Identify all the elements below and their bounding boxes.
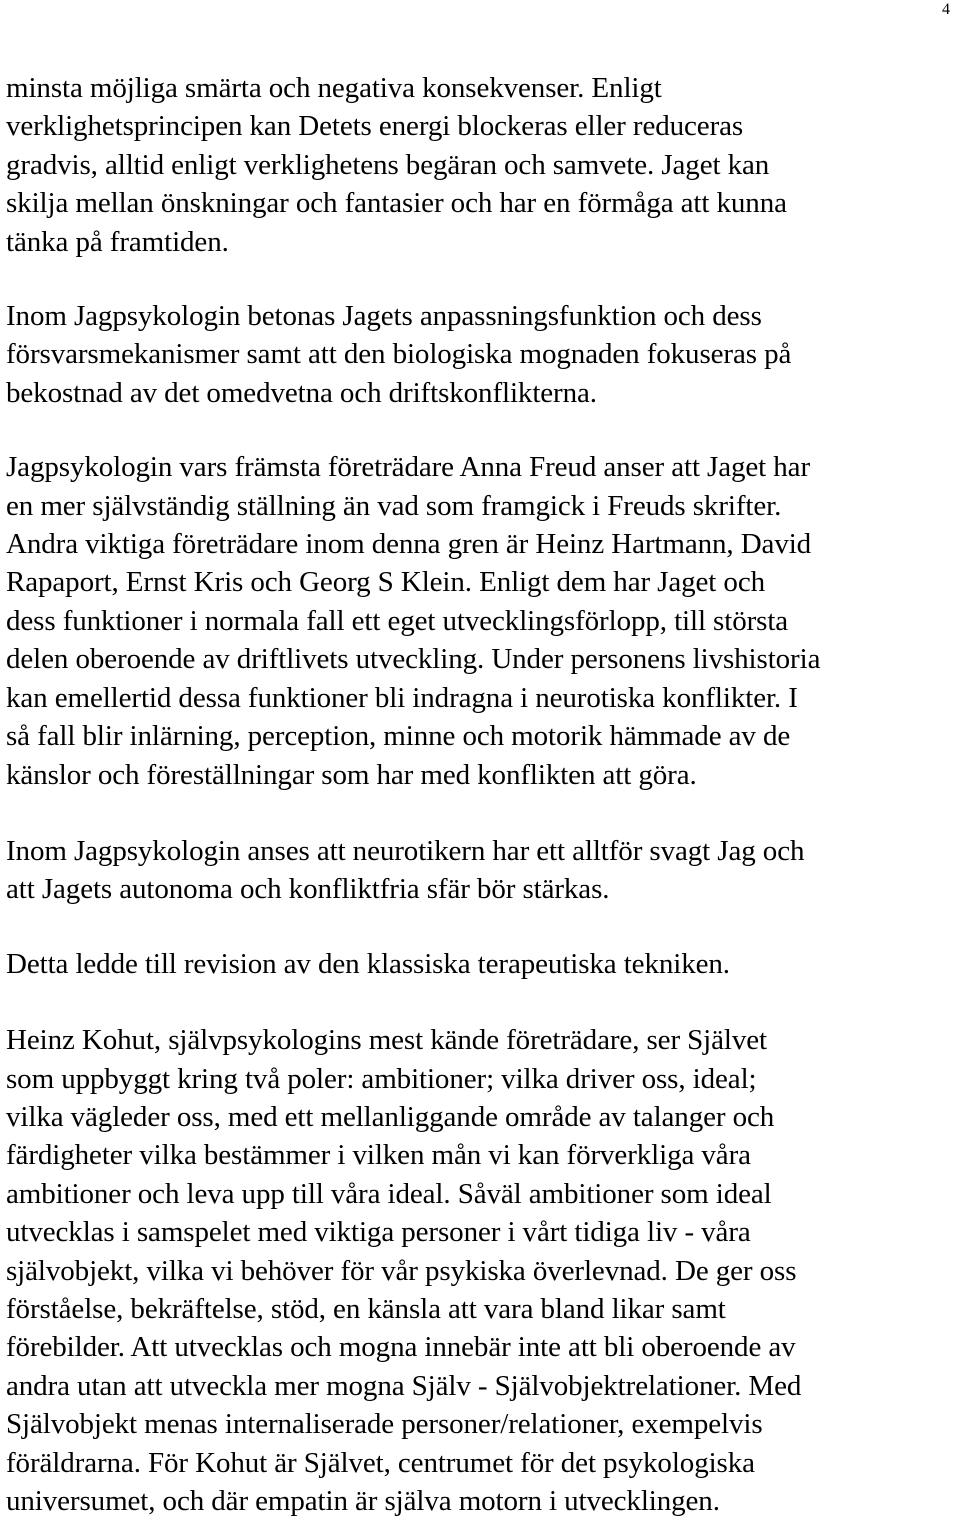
paragraph-anna-freud-representatives: Jagpsykologin vars främsta företrädare Anna Freud anser att Jaget har en mer självständig ställning än vad som framgick i Freuds skrifter. Andra viktiga företrädare inom denna gren är Heinz Hartmann, David Rapaport, Ernst Kris och Georg S Klein. Enligt dem har Jaget och dess funktioner i normala fall ett eget utvecklingsförlopp, till största delen oberoende av driftlivets utveckling. Under personens livshistoria kan emellertid dessa funktioner bli indragna i neurotiska konflikter. I så fall blir inlärning, perception, minne och motorik hämmade av de känslor och föreställningar som har med konflikten att göra. xyxy=(6,451,821,791)
page-number: 4 xyxy=(942,1,950,18)
document-body xyxy=(6,69,956,1520)
paragraph-kohut-self-psychology: Heinz Kohut, självpsykologins mest kände företrädare, ser Självet som uppbyggt kring två poler: ambitioner; vilka driver oss, ideal; vilka vägleder oss, med ett mellanliggande område av talanger och färdigheter vilka bestämmer i vilken mån vi kan förverkliga våra ambitioner och leva upp till våra ideal. Såväl ambitioner som ideal utvecklas i samspelet med viktiga personer i vårt tidiga liv - våra självobjekt, vilka vi behöver för vår psykiska överlevnad. De ger oss förståelse, bekräftelse, stöd, en känsla att vara bland likar samt förebilder. Att utvecklas och mogna innebär inte att bli oberoende av andra utan att utveckla mer mogna Själv - Självobjektrelationer. Med Självobjekt menas internaliserade personer/relationer, exempelvis föräldrarna. För Kohut är Självet, centrumet för det psykologiska universumet, och där empatin är själva motorn i utvecklingen. xyxy=(6,1024,802,1517)
paragraph-neurotic-weak-ego: Inom Jagpsykologin anses att neurotikern har ett alltför svagt Jag och att Jagets autonoma och konfliktfria sfär bör stärkas. xyxy=(6,834,805,906)
paragraph-pleasure-reality-principle: minsta möjliga smärta och negativa konsekvenser. Enligt verklighetsprincipen kan Detets energi blockeras eller reduceras gradvis, alltid enligt verklighetens begäran och samvete. Jaget kan skilja mellan önskningar och fantasier och har en förmåga att kunna tänka på framtiden. xyxy=(6,72,787,258)
paragraph-ego-psychology-adaptation: Inom Jagpsykologin betonas Jagets anpassningsfunktion och dess försvarsmekanismer samt att den biologiska mognaden fokuseras på bekostnad av det omedvetna och driftskonflikterna. xyxy=(6,300,792,409)
paragraph-technique-revision: Detta ledde till revision av den klassiska terapeutiska tekniken. xyxy=(6,947,730,980)
